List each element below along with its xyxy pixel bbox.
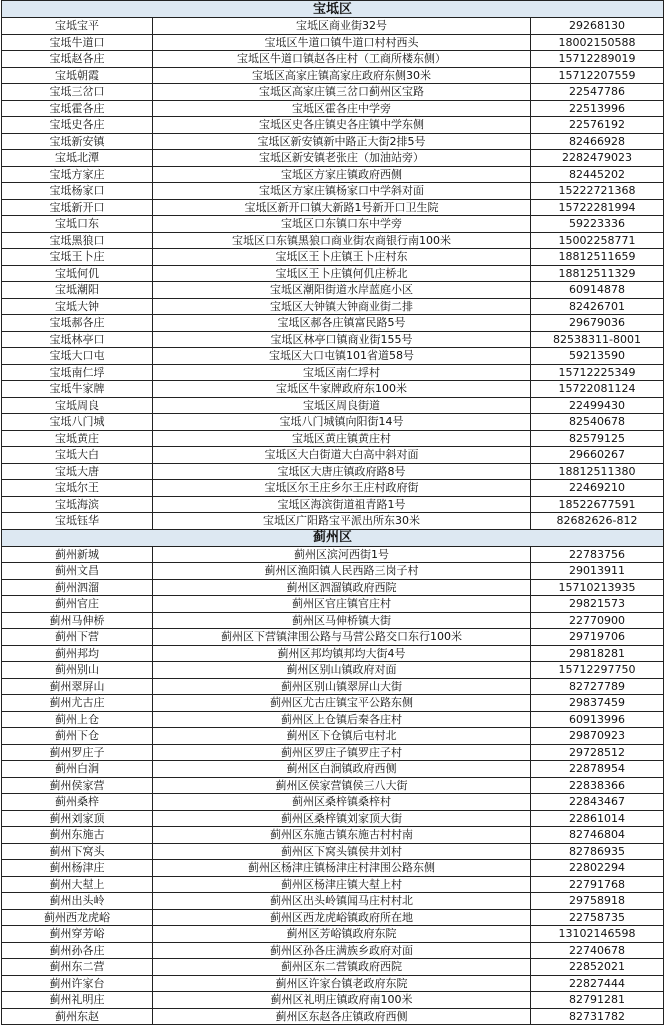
address-cell: 蓟州区下窝头镇侯井刘村 [153, 843, 531, 860]
address-cell: 宝坻区史各庄镇史各庄镇中学东侧 [153, 117, 531, 134]
outlet-name-cell: 蓟州桑梓 [2, 794, 153, 811]
address-cell: 蓟州区侯家营镇侯三八大街 [153, 777, 531, 794]
table-row [2, 794, 664, 811]
address-cell: 蓟州区桑梓镇刘家顶大街 [153, 810, 531, 827]
outlet-name-cell: 蓟州东二营 [2, 959, 153, 976]
outlet-name-cell: 宝坻三岔口 [2, 84, 153, 101]
address-cell: 蓟州区杨津庄镇大堼上村 [153, 876, 531, 893]
phone-cell: 22852021 [531, 959, 664, 976]
phone-cell: 82579125 [531, 430, 664, 447]
address-cell: 蓟州区马伸桥镇大街 [153, 612, 531, 629]
table-row [2, 942, 664, 959]
phone-cell: 22770900 [531, 612, 664, 629]
outlet-name-cell: 宝坻朝霞 [2, 67, 153, 84]
phone-cell: 13102146598 [531, 926, 664, 943]
phone-cell: 82746804 [531, 827, 664, 844]
phone-cell: 82791281 [531, 992, 664, 1009]
table-row [2, 629, 664, 646]
table-row [2, 909, 664, 926]
table-row [2, 728, 664, 745]
table-row [2, 84, 664, 101]
address-cell: 宝坻区黄庄镇黄庄村 [153, 430, 531, 447]
address-cell: 宝坻区大口屯镇101省道58号 [153, 348, 531, 365]
address-cell: 蓟州区礼明庄镇政府南100米 [153, 992, 531, 1009]
table-row [2, 133, 664, 150]
outlet-name-cell: 宝坻宝平 [2, 18, 153, 35]
phone-cell: 60913996 [531, 711, 664, 728]
phone-cell: 22513996 [531, 100, 664, 117]
phone-cell: 60914878 [531, 282, 664, 299]
table-row [2, 18, 664, 35]
table-row [2, 975, 664, 992]
table-row [2, 216, 664, 233]
outlet-name-cell: 宝坻潮阳 [2, 282, 153, 299]
address-cell: 宝坻区潮阳街道水岸蓝庭小区 [153, 282, 531, 299]
outlet-name-cell: 宝坻新开口 [2, 199, 153, 216]
outlet-name-cell: 蓟州西龙虎峪 [2, 909, 153, 926]
outlet-name-cell: 宝坻北潭 [2, 150, 153, 167]
outlet-name-cell: 宝坻何仉 [2, 265, 153, 282]
table-row [2, 447, 664, 464]
phone-cell: 18812511659 [531, 249, 664, 266]
outlet-name-cell: 宝坻霍各庄 [2, 100, 153, 117]
outlet-name-cell: 蓟州东赵 [2, 1008, 153, 1025]
phone-cell: 82727789 [531, 678, 664, 695]
outlet-name-cell: 蓟州马伸桥 [2, 612, 153, 629]
outlet-name-cell: 宝坻史各庄 [2, 117, 153, 134]
table-row [2, 282, 664, 299]
address-cell: 宝坻区牛道口镇赵各庄村（工商所楼东侧） [153, 51, 531, 68]
table-row [2, 827, 664, 844]
address-cell: 宝坻区周良街道 [153, 397, 531, 414]
outlet-name-cell: 宝坻周良 [2, 397, 153, 414]
phone-cell: 22758735 [531, 909, 664, 926]
table-row [2, 579, 664, 596]
outlet-name-cell: 蓟州罗庄子 [2, 744, 153, 761]
phone-cell: 22827444 [531, 975, 664, 992]
phone-cell: 82540678 [531, 414, 664, 431]
address-cell: 蓟州区别山镇政府对面 [153, 662, 531, 679]
outlet-name-cell: 宝坻杨家口 [2, 183, 153, 200]
outlet-name-cell: 蓟州泗溜 [2, 579, 153, 596]
table-row [2, 893, 664, 910]
address-cell: 宝坻区口东镇黑狼口商业街农商银行南100米 [153, 232, 531, 249]
table-row [2, 348, 664, 365]
table-row [2, 232, 664, 249]
phone-cell: 82786935 [531, 843, 664, 860]
outlet-name-cell: 宝坻新安镇 [2, 133, 153, 150]
address-cell: 宝坻区新开口镇大新路1号新开口卫生院 [153, 199, 531, 216]
outlet-name-cell: 蓟州侯家营 [2, 777, 153, 794]
table-row [2, 381, 664, 398]
address-cell: 蓟州区邦均镇邦均大街4号 [153, 645, 531, 662]
table-row [2, 100, 664, 117]
table-row [2, 926, 664, 943]
address-cell: 宝坻区广阳路宝平派出所东30米 [153, 513, 531, 530]
outlet-name-cell: 宝坻大唐 [2, 463, 153, 480]
phone-cell: 22576192 [531, 117, 664, 134]
phone-cell: 29268130 [531, 18, 664, 35]
address-cell: 蓟州区尤古庄镇宝平公路东侧 [153, 695, 531, 712]
phone-cell: 82682626-812 [531, 513, 664, 530]
address-cell: 蓟州区东二营镇政府西院 [153, 959, 531, 976]
phone-cell: 22469210 [531, 480, 664, 497]
outlet-name-cell: 蓟州杨津庄 [2, 860, 153, 877]
outlet-name-cell: 宝坻大口屯 [2, 348, 153, 365]
phone-cell: 82538311-8001 [531, 331, 664, 348]
phone-cell: 29821573 [531, 596, 664, 613]
address-cell: 蓟州区罗庄子镇罗庄子村 [153, 744, 531, 761]
address-cell: 宝坻区郝各庄镇富民路5号 [153, 315, 531, 332]
table-row [2, 34, 664, 51]
address-cell: 蓟州区白涧镇政府西侧 [153, 761, 531, 778]
table-row [2, 992, 664, 1009]
phone-cell: 22838366 [531, 777, 664, 794]
address-cell: 宝坻区大钟镇大钟商业街二排 [153, 298, 531, 315]
phone-cell: 22861014 [531, 810, 664, 827]
table-row [2, 513, 664, 530]
address-cell: 宝坻区高家庄镇高家庄政府东侧30米 [153, 67, 531, 84]
phone-cell: 29818281 [531, 645, 664, 662]
address-cell: 蓟州区滨河西街1号 [153, 546, 531, 563]
table-row [2, 810, 664, 827]
outlet-directory-table [1, 0, 664, 1025]
table-row [2, 414, 664, 431]
table-row [2, 364, 664, 381]
table-row [2, 563, 664, 580]
table-row [2, 315, 664, 332]
address-cell: 蓟州区下营镇津围公路与马营公路交口东行100米 [153, 629, 531, 646]
table-row [2, 645, 664, 662]
phone-cell: 22843467 [531, 794, 664, 811]
section-title: 蓟州区 [2, 529, 664, 546]
table-row [2, 331, 664, 348]
phone-cell: 22878954 [531, 761, 664, 778]
address-cell: 宝坻区霍各庄中学旁 [153, 100, 531, 117]
outlet-name-cell: 蓟州邦均 [2, 645, 153, 662]
phone-cell: 29758918 [531, 893, 664, 910]
phone-cell: 82445202 [531, 166, 664, 183]
phone-cell: 82731782 [531, 1008, 664, 1025]
phone-cell: 22783756 [531, 546, 664, 563]
address-cell: 蓟州区上仓镇后秦各庄村 [153, 711, 531, 728]
table-row [2, 612, 664, 629]
address-cell: 蓟州区别山镇翠屏山大街 [153, 678, 531, 695]
directory-body [2, 1, 664, 1025]
address-cell: 蓟州区孙各庄满族乡政府对面 [153, 942, 531, 959]
outlet-name-cell: 宝坻牛道口 [2, 34, 153, 51]
table-row [2, 711, 664, 728]
address-cell: 宝坻区新安镇老张庄（加油站旁） [153, 150, 531, 167]
address-cell: 蓟州区出头岭镇闻马庄村村北 [153, 893, 531, 910]
phone-cell: 22802294 [531, 860, 664, 877]
phone-cell: 22547786 [531, 84, 664, 101]
phone-cell: 15712297750 [531, 662, 664, 679]
table-row [2, 480, 664, 497]
phone-cell: 15712225349 [531, 364, 664, 381]
phone-cell: 29679036 [531, 315, 664, 332]
phone-cell: 15222721368 [531, 183, 664, 200]
address-cell: 宝坻区高家庄镇三岔口蓟州区宝路 [153, 84, 531, 101]
outlet-name-cell: 蓟州下营 [2, 629, 153, 646]
section-header-row [2, 529, 664, 546]
table-row [2, 117, 664, 134]
address-cell: 蓟州区许家台镇老政府东院 [153, 975, 531, 992]
phone-cell: 59213590 [531, 348, 664, 365]
address-cell: 蓟州区渔阳镇人民西路三岗子村 [153, 563, 531, 580]
phone-cell: 15710213935 [531, 579, 664, 596]
table-row [2, 249, 664, 266]
table-row [2, 761, 664, 778]
outlet-name-cell: 蓟州孙各庄 [2, 942, 153, 959]
phone-cell: 15002258771 [531, 232, 664, 249]
outlet-name-cell: 宝坻南仁垺 [2, 364, 153, 381]
table-row [2, 744, 664, 761]
table-row [2, 860, 664, 877]
outlet-name-cell: 宝坻赵各庄 [2, 51, 153, 68]
address-cell: 宝坻区大唐庄镇政府路8号 [153, 463, 531, 480]
address-cell: 宝坻区口东镇口东中学旁 [153, 216, 531, 233]
outlet-name-cell: 宝坻大钟 [2, 298, 153, 315]
phone-cell: 15712289019 [531, 51, 664, 68]
address-cell: 宝坻区海滨街道祖青路1号 [153, 496, 531, 513]
table-row [2, 183, 664, 200]
table-row [2, 777, 664, 794]
outlet-name-cell: 蓟州下仓 [2, 728, 153, 745]
phone-cell: 22499430 [531, 397, 664, 414]
outlet-name-cell: 宝坻王卜庄 [2, 249, 153, 266]
phone-cell: 18812511329 [531, 265, 664, 282]
outlet-name-cell: 蓟州刘家顶 [2, 810, 153, 827]
phone-cell: 29870923 [531, 728, 664, 745]
address-cell: 宝坻区王卜庄镇何仉庄桥北 [153, 265, 531, 282]
phone-cell: 59223336 [531, 216, 664, 233]
outlet-name-cell: 蓟州新城 [2, 546, 153, 563]
outlet-name-cell: 蓟州许家台 [2, 975, 153, 992]
address-cell: 宝坻区牛家牌政府东100米 [153, 381, 531, 398]
phone-cell: 29837459 [531, 695, 664, 712]
address-cell: 宝坻区王卜庄镇王卜庄村东 [153, 249, 531, 266]
table-row [2, 876, 664, 893]
address-cell: 宝坻八门城镇向阳街14号 [153, 414, 531, 431]
phone-cell: 22740678 [531, 942, 664, 959]
table-row [2, 67, 664, 84]
outlet-name-cell: 蓟州翠屏山 [2, 678, 153, 695]
phone-cell: 15722081124 [531, 381, 664, 398]
address-cell: 宝坻区方家庄镇政府西侧 [153, 166, 531, 183]
outlet-name-cell: 宝坻黄庄 [2, 430, 153, 447]
address-cell: 宝坻区牛道口镇牛道口村村西头 [153, 34, 531, 51]
section-title: 宝坻区 [2, 1, 664, 18]
table-row [2, 265, 664, 282]
outlet-name-cell: 宝坻海滨 [2, 496, 153, 513]
address-cell: 宝坻区南仁垺村 [153, 364, 531, 381]
outlet-name-cell: 蓟州大堼上 [2, 876, 153, 893]
phone-cell: 18812511380 [531, 463, 664, 480]
address-cell: 蓟州区泗溜镇政府西院 [153, 579, 531, 596]
outlet-name-cell: 蓟州白涧 [2, 761, 153, 778]
phone-cell: 15722281994 [531, 199, 664, 216]
phone-cell: 29013911 [531, 563, 664, 580]
address-cell: 宝坻区林亭口镇商业街155号 [153, 331, 531, 348]
address-cell: 蓟州区芳峪镇政府东院 [153, 926, 531, 943]
address-cell: 蓟州区东施古镇东施古村村南 [153, 827, 531, 844]
outlet-name-cell: 宝坻口东 [2, 216, 153, 233]
phone-cell: 18002150588 [531, 34, 664, 51]
table-row [2, 662, 664, 679]
outlet-name-cell: 蓟州下窝头 [2, 843, 153, 860]
address-cell: 蓟州区桑梓镇桑梓村 [153, 794, 531, 811]
outlet-name-cell: 宝坻林亭口 [2, 331, 153, 348]
outlet-name-cell: 宝坻尔王 [2, 480, 153, 497]
phone-cell: 82426701 [531, 298, 664, 315]
section-header-row [2, 1, 664, 18]
outlet-name-cell: 蓟州官庄 [2, 596, 153, 613]
table-row [2, 695, 664, 712]
table-row [2, 843, 664, 860]
outlet-name-cell: 宝坻钰华 [2, 513, 153, 530]
table-row [2, 397, 664, 414]
address-cell: 宝坻区方家庄镇杨家口中学斜对面 [153, 183, 531, 200]
address-cell: 蓟州区杨津庄镇杨津庄村津围公路东侧 [153, 860, 531, 877]
outlet-name-cell: 宝坻黑狼口 [2, 232, 153, 249]
table-row [2, 166, 664, 183]
outlet-name-cell: 蓟州上仓 [2, 711, 153, 728]
table-row [2, 430, 664, 447]
outlet-name-cell: 蓟州文昌 [2, 563, 153, 580]
outlet-name-cell: 蓟州东施古 [2, 827, 153, 844]
table-row [2, 51, 664, 68]
table-row [2, 959, 664, 976]
table-row [2, 1008, 664, 1025]
phone-cell: 22791768 [531, 876, 664, 893]
address-cell: 蓟州区官庄镇官庄村 [153, 596, 531, 613]
phone-cell: 29728512 [531, 744, 664, 761]
table-row [2, 150, 664, 167]
outlet-name-cell: 蓟州出头岭 [2, 893, 153, 910]
address-cell: 蓟州区下仓镇后屯村北 [153, 728, 531, 745]
address-cell: 蓟州区东赵各庄镇政府西侧 [153, 1008, 531, 1025]
phone-cell: 2282479023 [531, 150, 664, 167]
phone-cell: 29660267 [531, 447, 664, 464]
address-cell: 宝坻区尔王庄乡尔王庄村政府街 [153, 480, 531, 497]
address-cell: 宝坻区新安镇新中路正大街2排5号 [153, 133, 531, 150]
outlet-name-cell: 蓟州穿芳峪 [2, 926, 153, 943]
outlet-name-cell: 宝坻方家庄 [2, 166, 153, 183]
table-row [2, 199, 664, 216]
table-row [2, 496, 664, 513]
address-cell: 宝坻区商业街32号 [153, 18, 531, 35]
table-row [2, 463, 664, 480]
table-row [2, 678, 664, 695]
outlet-name-cell: 蓟州别山 [2, 662, 153, 679]
outlet-name-cell: 宝坻牛家牌 [2, 381, 153, 398]
phone-cell: 82466928 [531, 133, 664, 150]
phone-cell: 29719706 [531, 629, 664, 646]
outlet-name-cell: 宝坻大白 [2, 447, 153, 464]
table-row [2, 298, 664, 315]
table-row [2, 596, 664, 613]
outlet-name-cell: 蓟州尤古庄 [2, 695, 153, 712]
address-cell: 蓟州区西龙虎峪镇政府所在地 [153, 909, 531, 926]
table-row [2, 546, 664, 563]
phone-cell: 18522677591 [531, 496, 664, 513]
outlet-name-cell: 蓟州礼明庄 [2, 992, 153, 1009]
outlet-name-cell: 宝坻八门城 [2, 414, 153, 431]
phone-cell: 15712207559 [531, 67, 664, 84]
outlet-name-cell: 宝坻郝各庄 [2, 315, 153, 332]
address-cell: 宝坻区大白街道大白高中斜对面 [153, 447, 531, 464]
